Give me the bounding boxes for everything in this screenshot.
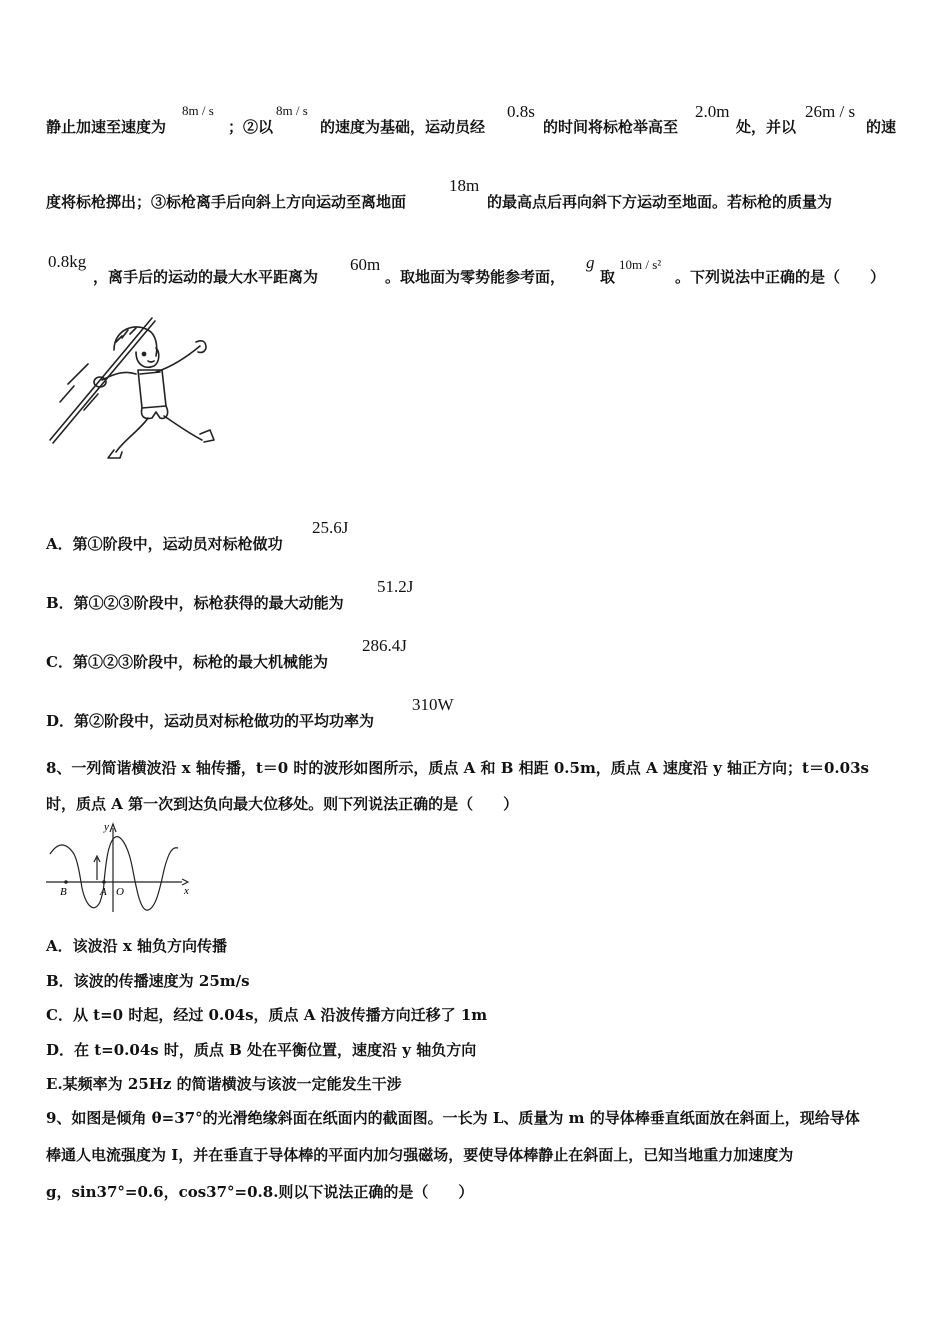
y-label: y	[104, 821, 109, 833]
q7-l1-text-d: 的时间将标枪举高至	[543, 118, 679, 136]
q9-line-3: g，sin37°=0.6，cos37°=0.8.则以下说法正确的是（ ）	[46, 1183, 474, 1201]
q7-l3-math-1: 0.8kg	[48, 252, 87, 271]
x-label: x	[184, 885, 189, 897]
javelin-thrower-figure	[44, 312, 220, 468]
q7-l1-text-a: 静止加速至速度为	[46, 118, 167, 136]
point-a-dot	[102, 880, 106, 884]
q7-l1-text-c: 的速度为基础，运动员经	[320, 118, 486, 136]
q7-option-b-text: B．第①②③阶段中，标枪获得的最大动能为	[46, 594, 344, 612]
q7-l3-text-d: 。下列说法中正确的是（ ）	[675, 268, 886, 286]
a-label: A	[100, 886, 107, 898]
q7-l3-text-b: 。取地面为零势能参考面，	[385, 268, 566, 286]
q9-line-1: 9、如图是倾角 θ=37°的光滑绝缘斜面在纸面内的截面图。一长为 L、质量为 m 的导体棒垂直纸面放在斜面上，现给导体	[46, 1109, 860, 1127]
q7-option-b-value: 51.2J	[377, 577, 414, 596]
q9-line-2: 棒通人电流强度为 I，并在垂直于导体棒的平面内加匀强磁场，要使导体棒静止在斜面上，已知当地重力加速度为	[46, 1146, 794, 1164]
q7-option-c-text: C．第①②③阶段中，标枪的最大机械能为	[46, 653, 328, 671]
q8-line-1: 8、一列简谐横波沿 x 轴传播，t＝0 时的波形如图所示，质点 A 和 B 相距 0.5m，质点 A 速度沿 y 轴正方向；t＝0.03s	[46, 759, 869, 777]
o-label: O	[116, 886, 124, 898]
q7-l1-text-b: ；②以	[228, 118, 274, 136]
q8-option-e: E.某频率为 25Hz 的简谐横波与该波一定能发生干涉	[46, 1075, 402, 1093]
q7-l3-math-3: g	[586, 253, 595, 272]
q7-l2-text-a: 度将标枪掷出；③标枪离手后向斜上方向运动至离地面	[46, 193, 407, 211]
q7-l1-math-1: 8m / s	[182, 103, 214, 118]
q7-l1-math-5: 26m / s	[805, 102, 856, 121]
q7-l3-math-2: 60m	[350, 255, 381, 274]
q8-line-2: 时，质点 A 第一次到达负向最大位移处。则下列说法正确的是（ ）	[46, 795, 519, 813]
q7-l1-text-f: 的速	[866, 118, 897, 136]
q7-option-d-text: D．第②阶段中，运动员对标枪做功的平均功率为	[46, 712, 375, 730]
wave-graph	[44, 818, 194, 914]
b-label: B	[60, 886, 67, 898]
q8-option-d: D．在 t=0.04s 时，质点 B 处在平衡位置，速度沿 y 轴负方向	[46, 1041, 477, 1059]
q7-option-a-text: A．第①阶段中，运动员对标枪做功	[46, 535, 283, 553]
q7-l1-text-e: 处，并以	[736, 118, 797, 136]
q7-l2-text-b: 的最高点后再向斜下方运动至地面。若标枪的质量为	[487, 193, 833, 211]
q7-l3-text-a: ，离手后的运动的最大水平距离为	[93, 268, 319, 286]
q7-option-a-value: 25.6J	[312, 518, 349, 537]
q7-l1-math-3: 0.8s	[507, 102, 535, 121]
q8-option-c: C．从 t=0 时起，经过 0.04s，质点 A 沿波传播方向迁移了 1m	[46, 1006, 488, 1024]
q7-l3-math-4: 10m / s²	[619, 257, 662, 272]
q8-option-a: A．该波沿 x 轴负方向传播	[46, 937, 228, 955]
q7-option-c-value: 286.4J	[362, 636, 407, 655]
q7-option-d-value: 310W	[412, 695, 454, 714]
q7-l1-math-4: 2.0m	[695, 102, 730, 121]
q7-l3-text-c: 取	[600, 268, 616, 286]
q8-option-b: B．该波的传播速度为 25m/s	[46, 972, 250, 990]
q7-l2-math-1: 18m	[449, 176, 480, 195]
q7-l1-math-2: 8m / s	[276, 103, 308, 118]
wave-curve	[50, 837, 178, 911]
point-b-dot	[64, 880, 68, 884]
